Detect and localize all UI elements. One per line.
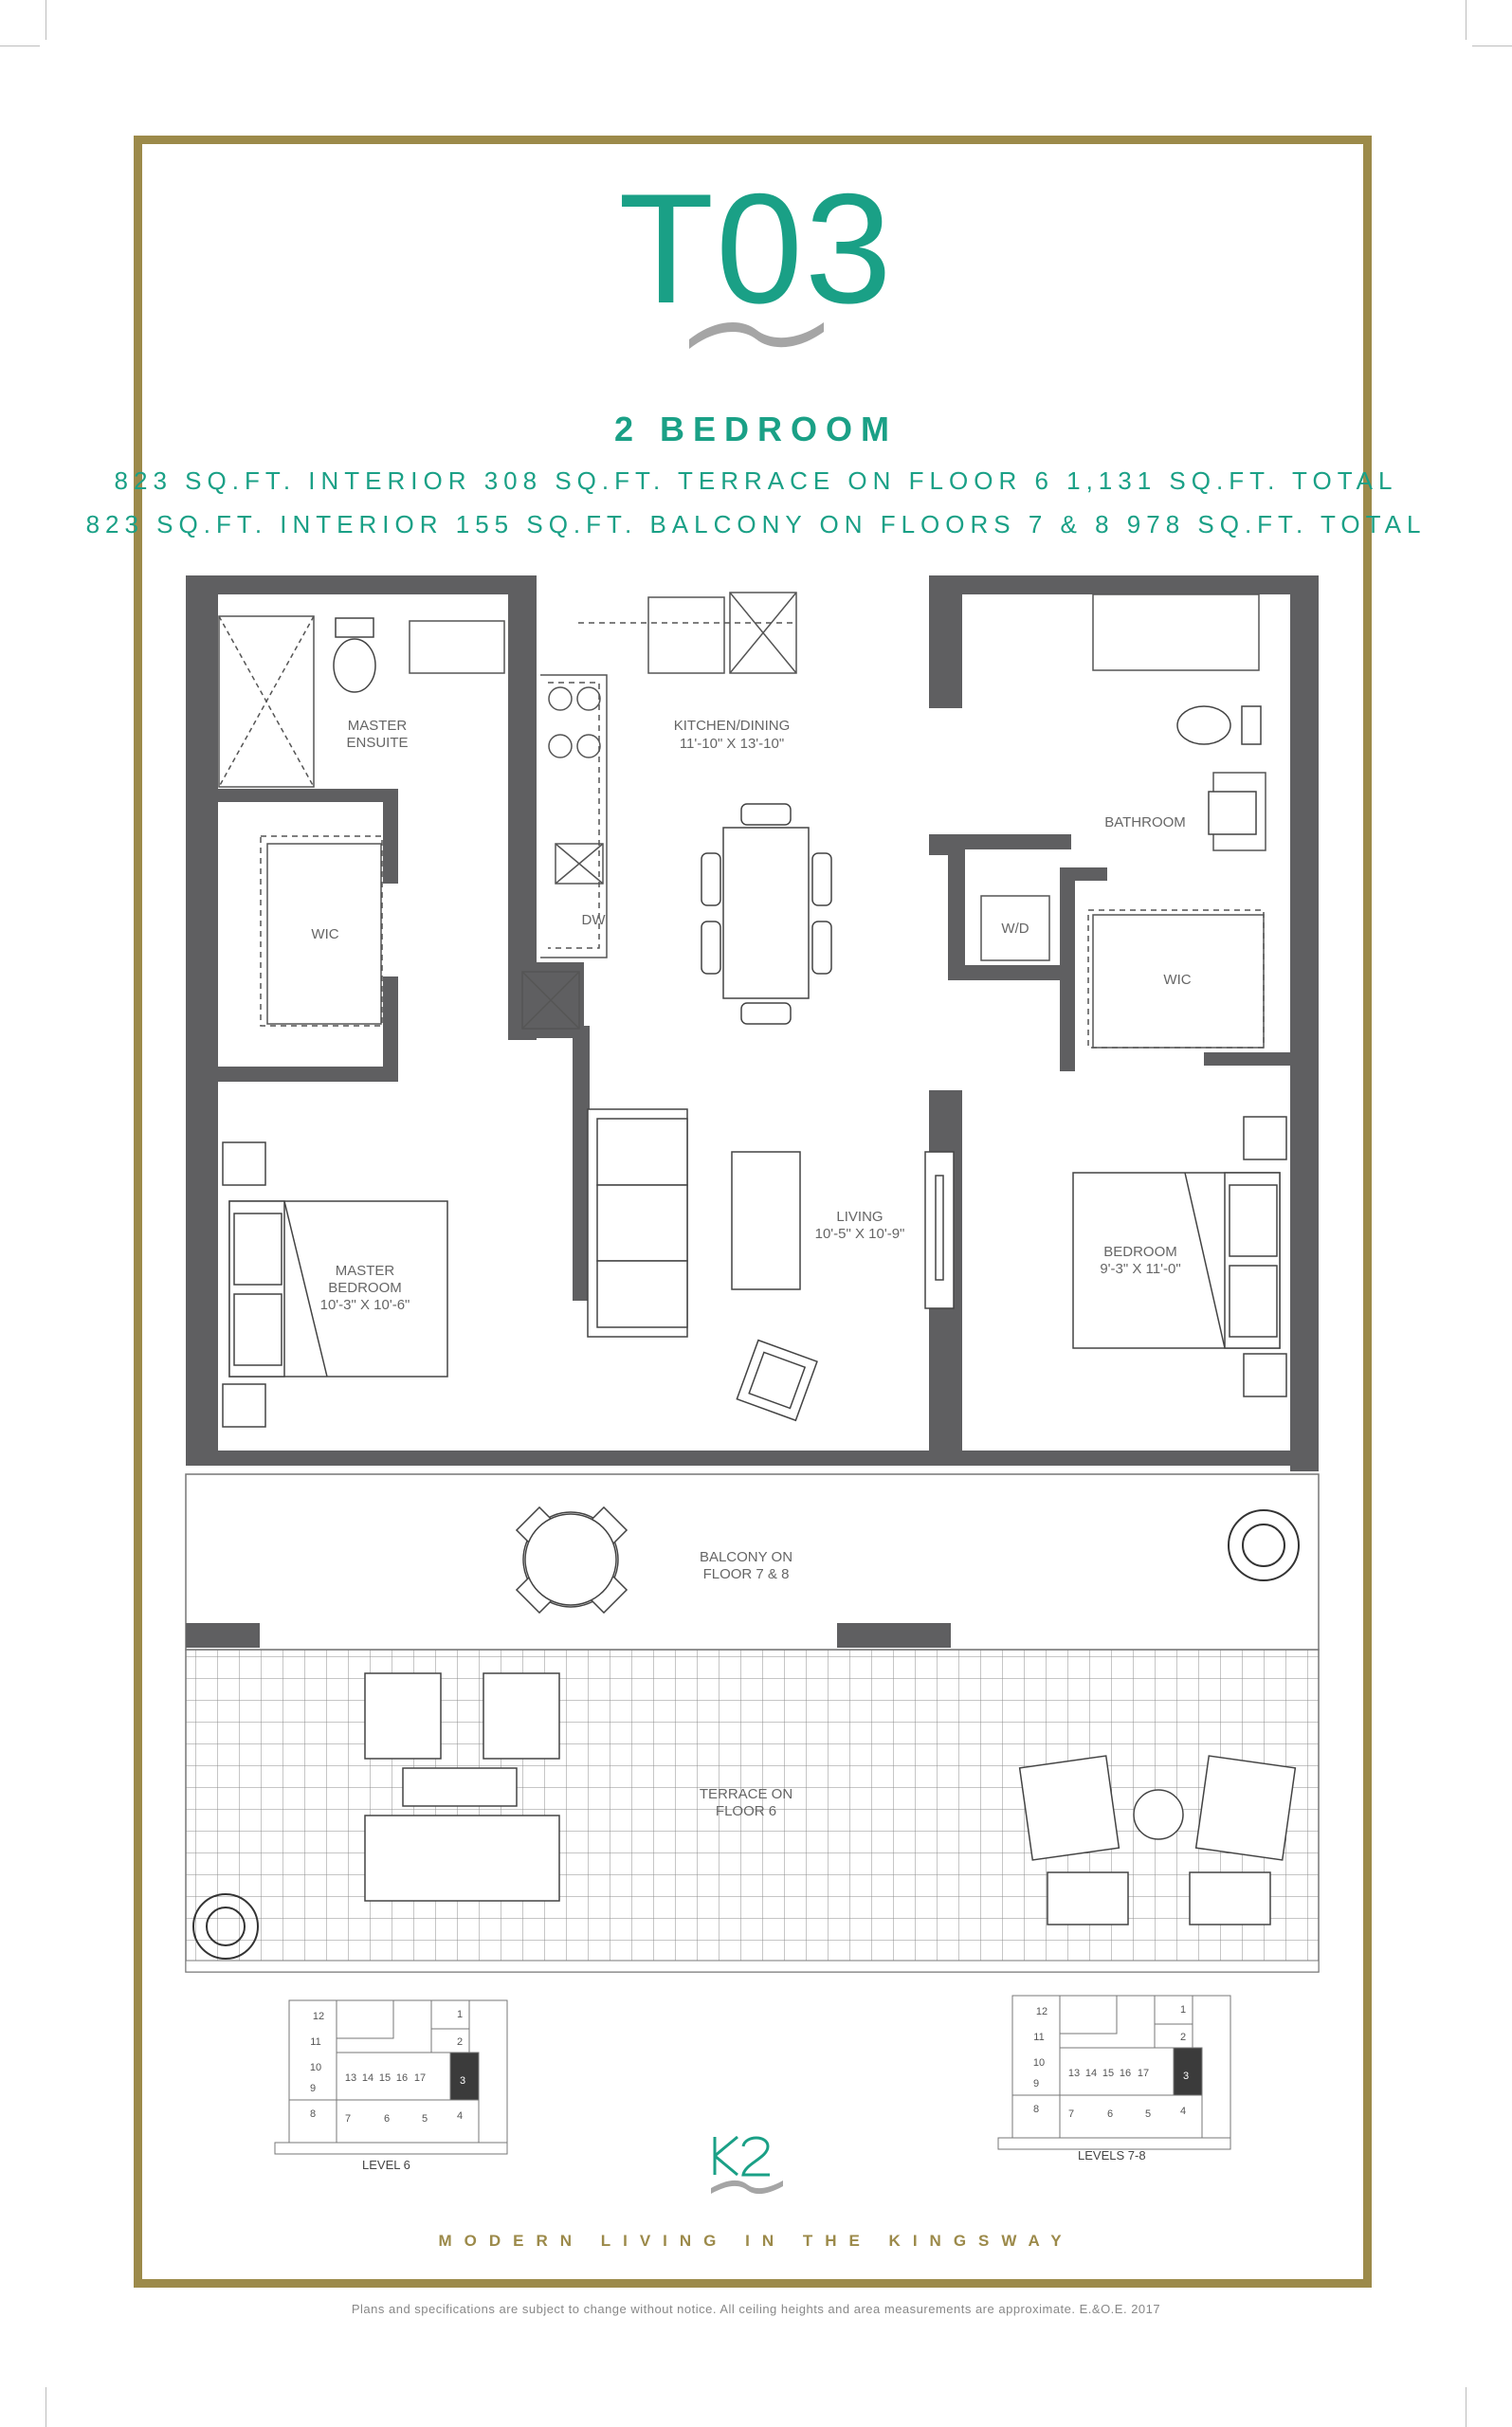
label-wic-left: WIC [311, 926, 339, 942]
key6-unit-6: 6 [383, 2113, 391, 2125]
label-bedroom-1: BEDROOM [1103, 1244, 1177, 1260]
key78-unit-16: 16 [1119, 2068, 1132, 2079]
label-wd: W/D [1001, 921, 1029, 937]
key6-unit-14: 14 [361, 2072, 374, 2084]
label-kitchen-1: KITCHEN/DINING [673, 718, 791, 734]
living-furniture [588, 1109, 954, 1420]
key6-unit-12: 12 [312, 2011, 325, 2022]
label-wic-right: WIC [1163, 972, 1192, 988]
label-terrace-2: FLOOR 6 [715, 1803, 777, 1819]
disclaimer: Plans and specifications are subject to change without notice. All ceiling heights and area measurements are approximate. E.&O.E. 2017 [351, 2302, 1161, 2316]
label-bedroom-2: 9'-3" X 11'-0" [1100, 1261, 1181, 1277]
key78-unit-9: 9 [1032, 2078, 1040, 2089]
label-master-bedroom-2: BEDROOM [328, 1280, 402, 1296]
key6-unit-1: 1 [456, 2009, 464, 2020]
k2-logo [709, 2133, 785, 2209]
key78-unit-14: 14 [1084, 2068, 1098, 2079]
dining-table [701, 804, 831, 1024]
label-terrace-1: TERRACE ON [699, 1786, 793, 1802]
bathroom-fixtures [334, 618, 1261, 834]
area-line-floor-6: 823 SQ.FT. INTERIOR 308 SQ.FT. TERRACE ON FLOOR 6 1,131 SQ.FT. TOTAL [114, 466, 1398, 495]
key78-unit-17: 17 [1137, 2068, 1150, 2079]
label-bathroom: BATHROOM [1104, 814, 1186, 830]
key6-unit-13: 13 [344, 2072, 357, 2084]
key6-unit-10: 10 [309, 2062, 322, 2073]
key6-unit-7: 7 [344, 2113, 352, 2125]
key78-unit-15: 15 [1102, 2068, 1115, 2079]
key6-unit-11: 11 [310, 2036, 321, 2048]
key6-unit-4: 4 [456, 2110, 464, 2122]
key6-unit-17: 17 [413, 2072, 427, 2084]
key78-unit-4: 4 [1179, 2106, 1187, 2117]
unit-title: T03 [618, 161, 894, 336]
key6-unit-2: 2 [456, 2036, 464, 2048]
label-master-ensuite-2: ENSUITE [346, 735, 409, 751]
key-plan-levels-7-8-label: LEVELS 7-8 [1078, 2148, 1146, 2162]
key78-unit-5: 5 [1144, 2108, 1152, 2120]
label-kitchen-2: 11'-10" X 13'-10" [679, 736, 785, 752]
bedroom-count: 2 BEDROOM [613, 410, 899, 448]
label-balcony-2: FLOOR 7 & 8 [702, 1566, 790, 1582]
area-line-floors-7-8: 823 SQ.FT. INTERIOR 155 SQ.FT. BALCONY ON FLOORS 7 & 8 978 SQ.FT. TOTAL [85, 510, 1427, 538]
label-master-ensuite-1: MASTER [347, 718, 408, 734]
key78-unit-2: 2 [1179, 2032, 1187, 2043]
label-balcony-1: BALCONY ON [699, 1549, 793, 1565]
label-master-bedroom-1: MASTER [335, 1263, 395, 1279]
key6-unit-3: 3 [459, 2075, 466, 2087]
key78-unit-12: 12 [1035, 2006, 1048, 2017]
key6-unit-8: 8 [309, 2108, 317, 2120]
brand-tagline: MODERN LIVING IN THE KINGSWAY [438, 2232, 1074, 2250]
key78-unit-13: 13 [1067, 2068, 1081, 2079]
key-plan-level-6-label: LEVEL 6 [362, 2158, 410, 2172]
label-master-bedroom-3: 10'-3" X 10'-6" [319, 1297, 410, 1313]
label-living-2: 10'-5" X 10'-9" [814, 1226, 905, 1242]
key6-unit-5: 5 [421, 2113, 428, 2125]
balcony-furniture [517, 1507, 627, 1613]
label-dw: DW [581, 912, 606, 928]
key78-unit-1: 1 [1179, 2004, 1187, 2016]
key78-unit-11: 11 [1033, 2032, 1045, 2043]
key78-unit-7: 7 [1067, 2108, 1075, 2120]
key6-unit-9: 9 [309, 2083, 317, 2094]
key78-unit-6: 6 [1106, 2108, 1114, 2120]
key78-unit-3: 3 [1182, 2071, 1190, 2082]
key6-unit-16: 16 [395, 2072, 409, 2084]
label-living-1: LIVING [836, 1209, 884, 1225]
key6-unit-15: 15 [378, 2072, 392, 2084]
key78-unit-10: 10 [1032, 2057, 1046, 2069]
key78-unit-8: 8 [1032, 2104, 1040, 2115]
